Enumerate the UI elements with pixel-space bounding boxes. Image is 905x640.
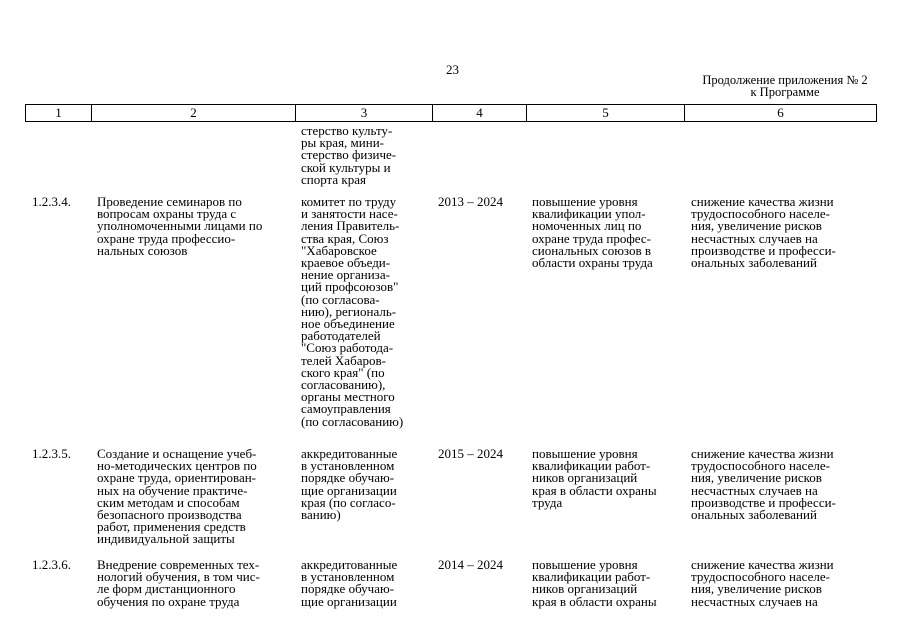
- row-measure-name: Внедрение современных тех- нологий обучения, в том чис- ле форм дистанционного обучения по охране труда: [97, 557, 260, 609]
- row-number: 1.2.3.5.: [32, 446, 71, 461]
- row-executor: аккредитованные в установленном порядке обучаю- щие организации: [301, 557, 398, 609]
- column-header-2: 2: [92, 105, 296, 122]
- row-risk: снижение качества жизни трудоспособного населе- ния, увеличение рисков несчастных случаев на: [691, 557, 834, 609]
- column-header-5: 5: [527, 105, 685, 122]
- row-measure-name: Проведение семинаров по вопросам охраны труда с уполномоченными лицами по охране труда профессио- нальных союзов: [97, 194, 263, 258]
- column-header-6: 6: [685, 105, 877, 122]
- row-expected-result: повышение уровня квалификации работ- ников организаций края в области охраны: [532, 557, 657, 609]
- appendix-line-2: к Программе: [750, 85, 820, 99]
- column-header-1: 1: [26, 105, 92, 122]
- row-period: 2015 – 2024: [438, 446, 503, 461]
- column-header-3: 3: [296, 105, 433, 122]
- column-header-4: 4: [433, 105, 527, 122]
- row-number: 1.2.3.6.: [32, 557, 71, 572]
- row-number: 1.2.3.4.: [32, 194, 71, 209]
- continuation-executor: стерство культу- ры края, мини- стерство физиче- ской культуры и спорта края: [301, 123, 397, 187]
- appendix-line-1: Продолжение приложения № 2: [702, 73, 868, 87]
- row-executor: комитет по труду и занятости насе- ления Правитель- ства края, Союз "Хабаровское краевое объеди- нение организа- ций профсоюзов" (по согласова- нию), региональ- ное объединение работодателей "Союз работода- телей Хабаров- ского края" (по согласованию), органы местного самоуправления (по согласованию): [301, 194, 404, 429]
- page-number: 23: [446, 62, 459, 77]
- row-period: 2014 – 2024: [438, 557, 503, 572]
- row-executor: аккредитованные в установленном порядке обучаю- щие организации края (по согласо- ванию): [301, 446, 398, 523]
- row-risk: снижение качества жизни трудоспособного населе- ния, увеличение рисков несчастных случаев на производстве и професси- ональных заболеваний: [691, 446, 836, 523]
- row-measure-name: Создание и оснащение учеб- но-методических центров по охране труда, ориентирован- ных на обучение практиче- ским методам и способам безопасного производства работ, применения средств индивидуальной защиты: [97, 446, 257, 547]
- row-risk: снижение качества жизни трудоспособного населе- ния, увеличение рисков несчастных случаев на производстве и професси- ональных заболеваний: [691, 194, 836, 271]
- row-period: 2013 – 2024: [438, 194, 503, 209]
- row-expected-result: повышение уровня квалификации упол- номоченных лиц по охране труда профес- сиональных союзов в области охраны труда: [532, 194, 653, 271]
- row-expected-result: повышение уровня квалификации работ- ников организаций края в области охраны труда: [532, 446, 657, 510]
